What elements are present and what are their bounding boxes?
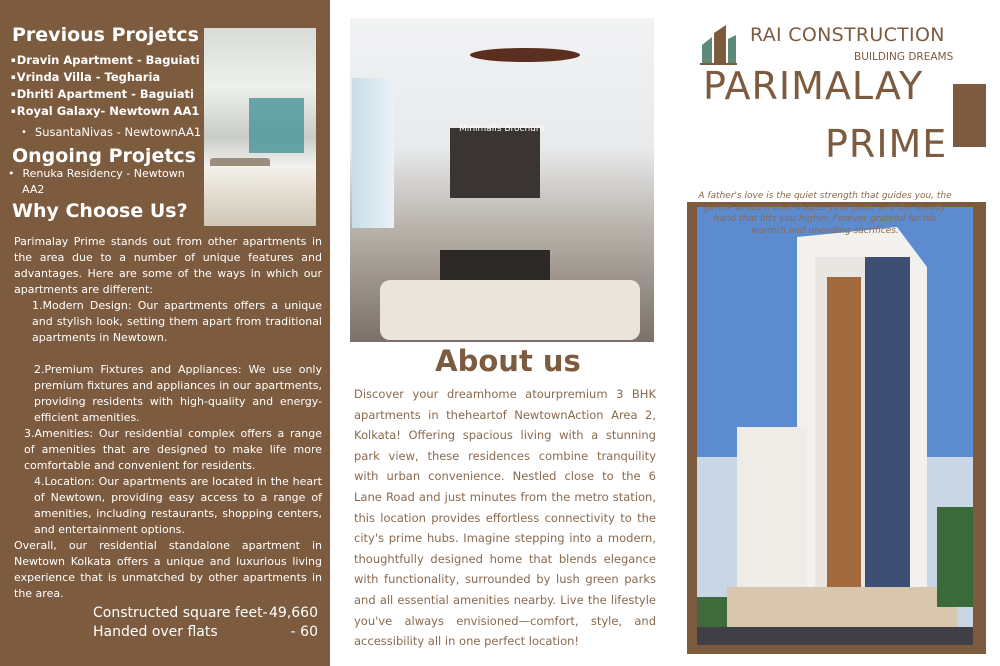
why-item-premium-fixtures: 2.Premium Fixtures and Appliances: We use only premium fixtures and appliances in our apartments, providing residents with high-quality and energy-efficient amenities. (34, 363, 322, 424)
list-item: • Renuka Residency - Newtown AA2 (22, 166, 202, 198)
stat-label: Handed over flats (93, 624, 218, 640)
why-item-location: 4.Location: Our apartments are located in the heart of Newtown, providing easy access to a range of amenities, including restaurants, shopping centers, and entertainment options. (34, 475, 322, 536)
project-title-line2: PRIME (825, 122, 948, 166)
brand-name: RAI CONSTRUCTION (750, 24, 945, 46)
accent-block (953, 84, 986, 147)
list-item: ▪ Dravin Apartment - Baguiati (11, 52, 201, 69)
stat-row (93, 604, 318, 623)
list-item: ▪ Dhriti Apartment - Baguiati (11, 86, 201, 103)
left-panel (0, 0, 330, 666)
stat-row (93, 623, 318, 642)
stat-value: - 60 (290, 624, 318, 640)
ceiling-fan-icon (470, 48, 580, 62)
stats-block (93, 604, 318, 642)
ongoing-projects-heading: Ongoing Projetcs (12, 145, 196, 167)
interior-room-photo (204, 28, 316, 226)
project-title-line1: PARIMALAY (703, 64, 924, 108)
father-quote-text: A father's love is the quiet strength that guides you, the gentle wisdom that shapes your path, and the steady hand that lifts you higher. Forever grateful for his warmth and unending sacrifices. (698, 191, 952, 236)
list-item: • SusantaNivas - NewtownAA1 (11, 124, 201, 141)
previous-projects-list (11, 52, 201, 141)
stat-label: Constructed square feet- (93, 605, 268, 621)
about-us-text: Discover your dreamhome atourpremium 3 BHK apartments in theheartof NewtownAction Area 2, Kolkata! Offering spacious living with a stunning park view, these residences combine tranquility with urban convenience. Nestled close to the 6 Lane Road and just minutes from the metro station, this location provides effortless connectivity to the city's prime hubs. Imagine stepping into a modern, thoughtfully designed home that blends elegance with functionality, surrounded by lush green parks and all essential amenities nearby. Live the lifestyle you've always envisioned—comfort, style, and accessibility all in one perfect location! (354, 387, 656, 649)
list-item: ▪ Royal Galaxy- Newtown AA1 (11, 103, 201, 120)
brand-tagline: BUILDING DREAMS (854, 51, 954, 63)
building-logo-icon (698, 23, 738, 65)
building-rendering-photo (697, 207, 973, 645)
list-item: ▪ Vrinda Villa - Tegharia (11, 69, 201, 86)
photo-caption: Minimalis Brochure (459, 124, 545, 134)
overall-summary-text: Overall, our residential standalone apartment in Newtown Kolkata offers a unique and luxurious living experience that is unmatched by other apartments in the area. (14, 539, 322, 600)
why-item-amenities: 3.Amenities: Our residential complex offers a range of amenities that are designed to make life more comfortable and convenient for residents. (24, 427, 322, 472)
previous-projects-heading: Previous Projetcs (12, 24, 199, 46)
why-choose-us-heading: Why Choose Us? (12, 200, 188, 222)
living-room-photo (350, 18, 654, 342)
why-intro-text: Parimalay Prime stands out from other apartments in the area due to a number of unique features and advantages. Here are some of the ways in which our apartments are different: (14, 235, 322, 296)
ongoing-projects-list (22, 166, 202, 198)
stat-value: 49,660 (269, 605, 318, 621)
why-item-modern-design: 1.Modern Design: Our apartments offers a unique and stylish look, setting them apart from traditional apartments in Newtown. (32, 299, 322, 344)
about-us-heading: About us (435, 344, 581, 378)
